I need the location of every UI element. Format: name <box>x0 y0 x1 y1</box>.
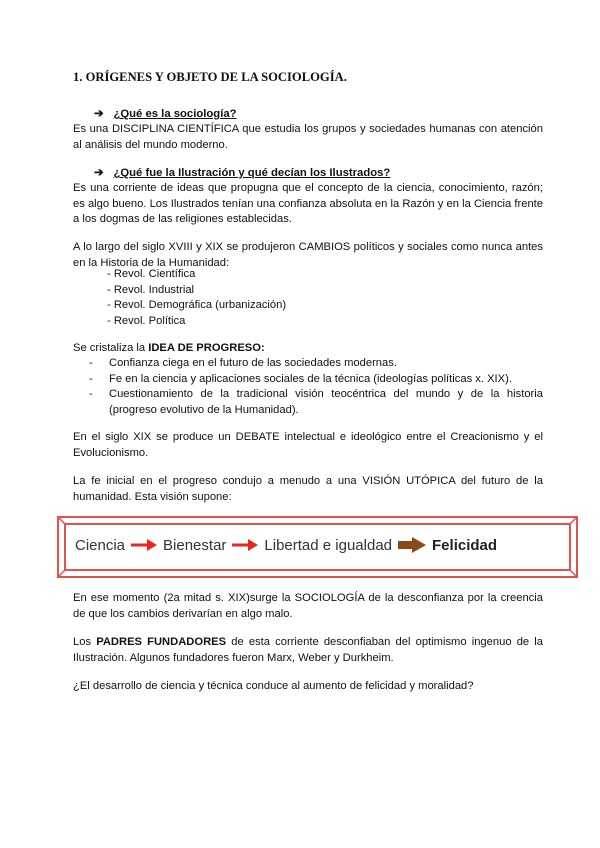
progress-intro <box>73 341 543 357</box>
list-item: - Cuestionamiento de la tradicional visión teocéntrica del mundo y de la historia (progreso evolutivo de la Humanidad). <box>89 388 543 416</box>
corner-line-icon <box>568 568 576 576</box>
right-arrow-icon <box>131 539 157 551</box>
list-item: - Revol. Política <box>107 314 186 327</box>
progress-idea-label: IDEA DE PROGRESO: <box>148 342 265 354</box>
debate-paragraph: En el siglo XIX se produce un DEBATE intelectual e ideológico entre el Creacionismo y el Evolucionismo. <box>73 431 543 459</box>
right-arrow-icon <box>398 537 426 553</box>
founders-prefix: Los <box>73 636 97 648</box>
answer-paragraph: Es una corriente de ideas que propugna que el concepto de la ciencia, conocimiento, razón; es algo bueno. Los Ilustrados tenían una confianza absoluta en la Razón y en la Ciencia frente a los dogmas de las religiones establecidas. <box>73 182 543 225</box>
right-arrow-icon <box>232 539 258 551</box>
arrow-icon: ➔ <box>94 108 104 120</box>
arrow-icon: ➔ <box>94 167 104 179</box>
list-item: - Revol. Demográfica (urbanización) <box>107 299 287 311</box>
closing-question: ¿El desarrollo de ciencia y técnica conduce al aumento de felicidad y moralidad? <box>73 680 474 692</box>
question-title: ¿Qué es la sociología? <box>113 108 237 120</box>
corner-line-icon <box>568 518 576 526</box>
flow-step-bienestar: Bienestar <box>163 536 227 554</box>
utopia-paragraph: La fe inicial en el progreso condujo a menudo a una VISIÓN UTÓPICA del futuro de la humanidad. Esta visión supone: <box>73 475 543 503</box>
revolutions-list <box>107 267 286 329</box>
list-item-text: Fe en la ciencia y aplicaciones sociales de la técnica (ideologías políticas x. XIX). <box>109 372 512 385</box>
list-item: - Revol. Industrial <box>107 283 195 296</box>
corner-line-icon <box>59 518 67 526</box>
flow-step-felicidad: Felicidad <box>432 536 498 554</box>
founders-paragraph <box>73 635 543 666</box>
utopia-flow <box>75 532 497 558</box>
utopia-flow-banner <box>57 516 578 578</box>
question-title: ¿Qué fue la Ilustración y qué decían los Ilustrados? <box>113 167 391 179</box>
founders-text: de esta corriente desconfiaban del optimismo ingenuo de la Ilustración. Algunos fundadores fueron Marx, Weber y Durkheim. <box>73 636 543 664</box>
list-item-text: Cuestionamiento de la tradicional visión teocéntrica del mundo y de la historia (progreso evolutivo de la Humanidad). <box>109 388 543 416</box>
founders-label: PADRES FUNDADORES <box>96 636 227 648</box>
corner-line-icon <box>59 568 67 576</box>
progress-intro-text: Se cristaliza la <box>73 342 149 354</box>
section-heading: 1. ORÍGENES Y OBJETO DE LA SOCIOLOGÍA. <box>73 70 347 84</box>
answer-paragraph: Es una DISCIPLINA CIENTÍFICA que estudia los grupos y sociedades humanas con atención al análisis del mundo moderno. <box>73 123 543 151</box>
question-heading-illustration <box>94 166 390 179</box>
list-item: - Confianza ciega en el futuro de las sociedades modernas. <box>89 357 397 369</box>
flow-step-ciencia: Ciencia <box>75 536 126 554</box>
flow-step-libertad: Libertad e igualdad <box>264 536 393 554</box>
list-item-text: Confianza ciega en el futuro de las sociedades modernas. <box>109 357 397 369</box>
changes-paragraph: A lo largo del siglo XVIII y XIX se produjeron CAMBIOS políticos y sociales como nunca antes en la Historia de la Humanidad: <box>73 241 543 269</box>
progress-list <box>89 356 543 418</box>
question-heading-sociology <box>94 107 237 120</box>
list-item: - Fe en la ciencia y aplicaciones sociales de la técnica (ideologías políticas x. XIX). <box>89 372 512 385</box>
sociology-birth-paragraph: En ese momento (2a mitad s. XIX)surge la SOCIOLOGÍA de la desconfianza por la creencia de que los cambios derivarían en algo malo. <box>73 592 543 620</box>
list-item: - Revol. Científica <box>107 268 196 280</box>
